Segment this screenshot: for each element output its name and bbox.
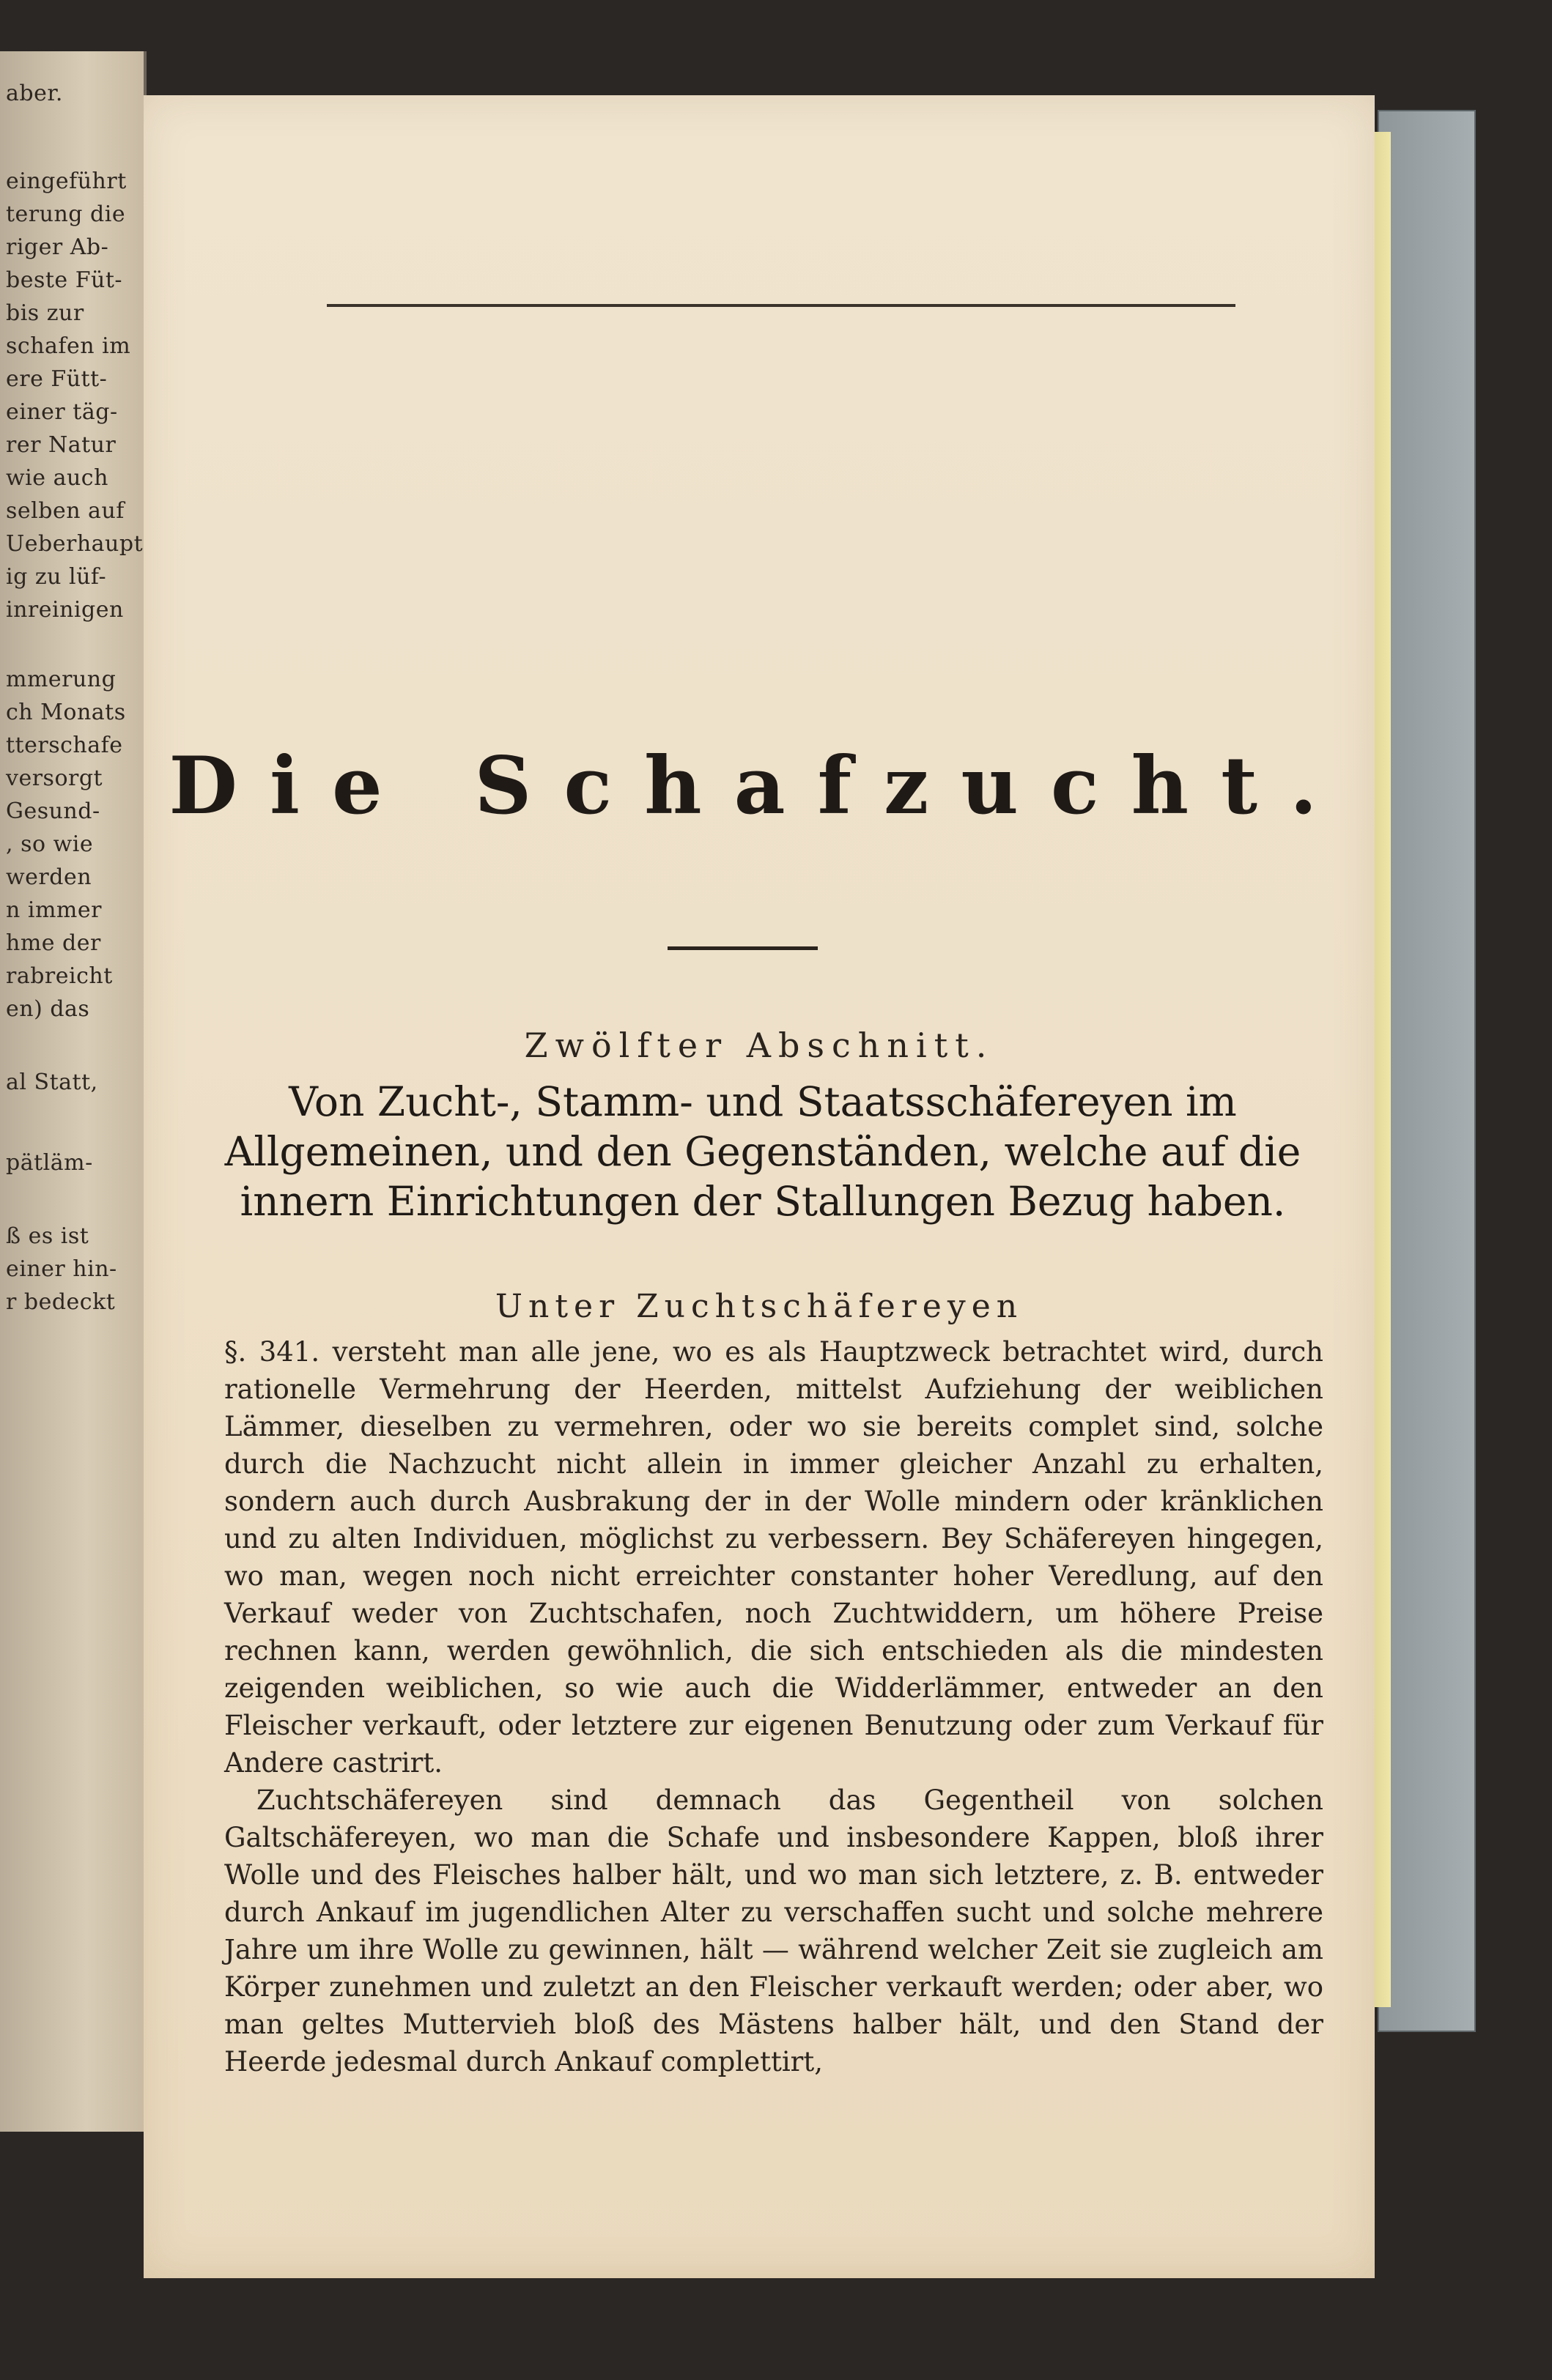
left-text-fragment: terung die	[6, 201, 126, 227]
title-rule	[668, 946, 818, 950]
left-text-fragment: r bedeckt	[6, 1289, 116, 1315]
left-text-fragment: inreinigen	[6, 597, 124, 623]
left-text-fragment: mmerung	[6, 667, 117, 692]
paragraph-number: §. 341.	[224, 1336, 320, 1368]
left-text-fragment: Ueberhaupt	[6, 531, 144, 557]
book-cover-edge	[1378, 110, 1476, 2032]
left-text-fragment: riger Ab-	[6, 234, 109, 260]
left-text-fragment: ch Monats	[6, 700, 126, 725]
paragraph-text: versteht man alle jene, wo es als Hauptzweck betrachtet wird, durch rationelle Vermehrung der Heerden, mittelst Aufziehung der weiblichen Lämmer, dieselben zu vermehren, oder wo sie bereits complet sind, solche durch die Nachzucht nicht allein in immer gleicher Anzahl zu erhalten, sondern auch durch Ausbrakung der in der Wolle mindern oder kränklichen und zu alten Individuen, möglichst zu verbessern. Bey Schäfereyen hingegen, wo man, wegen noch nicht erreichter constanter hoher Veredlung, auf den Verkauf weder von Zuchtschafen, noch Zuchtwiddern, um höhere Preise rechnen kann, werden gewöhnlich, die sich entschieden als die mindesten zeigenden weiblichen, so wie auch die Widderlämmer, entweder an den Fleischer verkauft, oder letztere zur eigenen Benutzung oder zum Verkauf für Andere castrirt.	[224, 1336, 1323, 1779]
left-text-fragment: rer Natur	[6, 432, 117, 458]
left-text-fragment: aber.	[6, 81, 63, 106]
subheading: Unter Zuchtschäfereyen	[495, 1288, 1024, 1325]
left-text-fragment: versorgt	[6, 765, 103, 791]
left-text-fragment: ß es ist	[6, 1223, 89, 1249]
top-rule	[327, 304, 1235, 307]
left-text-fragment: einer täg-	[6, 399, 118, 425]
left-text-fragment: selben auf	[6, 498, 125, 524]
left-text-fragment: pätläm-	[6, 1150, 93, 1176]
left-text-fragment: schafen im	[6, 333, 131, 359]
left-text-fragment: , so wie	[6, 831, 94, 857]
left-text-fragment: wie auch	[6, 465, 108, 491]
left-text-fragment: hme der	[6, 930, 101, 956]
left-text-fragment: eingeführt	[6, 168, 127, 194]
left-text-fragment: werden	[6, 864, 92, 890]
chapter-heading: Zwölfter Abschnitt.	[524, 1026, 994, 1065]
section-heading: Von Zucht-, Stamm- und Staatsschäfereyen im Allgemeinen, und den Gegenständen, welche auf die innern Einrichtungen der Stallungen Bezug haben.	[224, 1078, 1301, 1225]
book-page	[144, 95, 1375, 2278]
paragraph: Zuchtschäfereyen sind demnach das Gegentheil von solchen Galtschäfereyen, wo man die Schafe und insbesondere Kappen, bloß ihrer Wolle und des Fleisches halber hält, und wo man sich letztere, z. B. entweder durch Ankauf im jugendlichen Alter zu verschaffen sucht und solche mehrere Jahre um ihre Wolle zu gewinnen, hält — während welcher Zeit sie zugleich am Körper zunehmen und zuletzt an den Fleischer verkauft werden; oder aber, wo man geltes Muttervieh bloß des Mästens halber hält, und den Stand der Heerde jedesmal durch Ankauf complettirt,	[224, 1784, 1323, 2077]
left-text-fragment: bis zur	[6, 300, 84, 326]
left-text-fragment: beste Füt-	[6, 267, 123, 293]
left-text-fragment: ig zu lüf-	[6, 564, 107, 590]
left-text-fragment: ere Fütt-	[6, 366, 108, 392]
body-text	[224, 1333, 1323, 2080]
left-text-fragment: tterschafe	[6, 733, 123, 758]
left-text-fragment: n immer	[6, 897, 102, 923]
facing-page-fragment	[0, 51, 147, 2132]
left-text-fragment: einer hin-	[6, 1256, 117, 1282]
paragraph	[224, 1333, 1323, 1782]
left-text-fragment: rabreicht	[6, 963, 113, 989]
left-text-fragment: Gesund-	[6, 798, 100, 824]
page-title: Die Schafzucht.	[169, 740, 1350, 832]
left-text-fragment: al Statt,	[6, 1069, 98, 1095]
left-text-fragment: en) das	[6, 996, 90, 1022]
